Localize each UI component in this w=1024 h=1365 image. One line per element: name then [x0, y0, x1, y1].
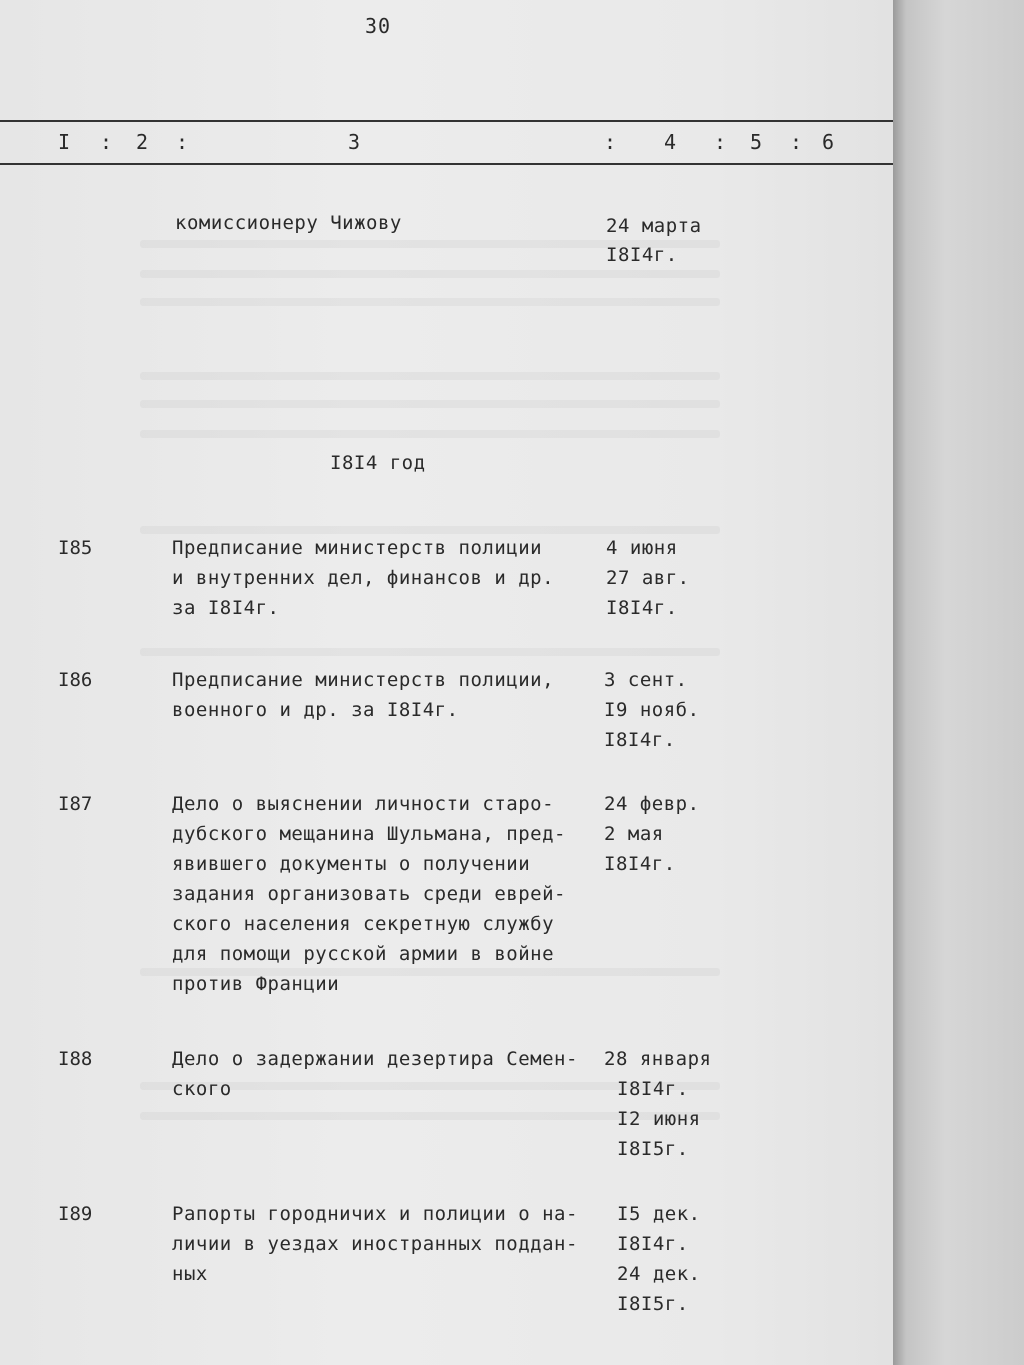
column-header-6: 6	[822, 130, 835, 154]
bleed-through-line	[140, 648, 720, 656]
entry-title-line: ных	[172, 1263, 208, 1285]
entry-date-line: I9 нояб.	[604, 699, 700, 721]
bleed-through-line	[140, 400, 720, 408]
entry-number: I87	[58, 793, 93, 815]
entry-number: I88	[58, 1048, 93, 1070]
column-header-2: 2	[136, 130, 149, 154]
column-header-4: 4	[664, 130, 677, 154]
bleed-through-line	[140, 298, 720, 306]
bleed-through-line	[140, 526, 720, 534]
year-heading: I8I4 год	[330, 452, 426, 474]
entry-title-line: ского	[172, 1078, 232, 1100]
page-number: 30	[365, 14, 392, 38]
entry-number: I85	[58, 537, 93, 559]
entry-title-line: против Франции	[172, 973, 340, 995]
column-separator: :	[790, 130, 803, 154]
entry-title-line: за I8I4г.	[172, 597, 280, 619]
entry-date-line: I8I4г.	[604, 853, 676, 875]
column-separator: :	[176, 130, 189, 154]
entry-date-line: 2 мая	[604, 823, 664, 845]
entry-title-line: личии в уездах иностранных поддан-	[172, 1233, 578, 1255]
column-header-1: I	[58, 130, 71, 154]
column-header-3: 3	[348, 130, 361, 154]
header-rule-top	[0, 120, 893, 122]
entry-date-line: 3 сент.	[604, 669, 688, 691]
entry-date-line: I8I5г.	[617, 1293, 689, 1315]
entry-title-line: Дело о выяснении личности старо-	[172, 793, 555, 815]
column-separator: :	[100, 130, 113, 154]
underlying-page-edge	[893, 0, 1024, 1365]
entry-date-line: 4 июня	[606, 537, 678, 559]
column-separator: :	[604, 130, 617, 154]
bleed-through-line	[140, 372, 720, 380]
entry-title-line: ского населения секретную службу	[172, 913, 555, 935]
entry-title-line: Предписание министерств полиции,	[172, 669, 555, 691]
entry-date-line: I8I4г.	[617, 1078, 689, 1100]
entry-date-line: 24 февр.	[604, 793, 700, 815]
entry-title-line: военного и др. за I8I4г.	[172, 699, 459, 721]
entry-title-line: задания организовать среди еврей-	[172, 883, 566, 905]
entry-date-line: I8I4г.	[617, 1233, 689, 1255]
entry-date-line: I8I4г.	[604, 729, 676, 751]
entry-title-line: Рапорты городничих и полиции о на-	[172, 1203, 578, 1225]
entry-date-line: I8I4г.	[606, 597, 678, 619]
entry-number: I89	[58, 1203, 93, 1225]
entry-title-line: Предписание министерств полиции	[172, 537, 543, 559]
entry-title-line: дубского мещанина Шульмана, пред-	[172, 823, 566, 845]
entry-title-line: Дело о задержании дезертира Семен-	[172, 1048, 578, 1070]
entry-date-line: I2 июня	[617, 1108, 701, 1130]
entry-title-line: и внутренних дел, финансов и др.	[172, 567, 555, 589]
bleed-through-line	[140, 430, 720, 438]
continuation-date-line: I8I4г.	[606, 244, 678, 266]
header-rule-bottom	[0, 163, 893, 165]
bleed-through-line	[140, 270, 720, 278]
entry-date-line: I8I5г.	[617, 1138, 689, 1160]
continuation-title-line: комиссионеру Чижову	[175, 212, 402, 234]
entry-title-line: для помощи русской армии в войне	[172, 943, 555, 965]
column-header-5: 5	[750, 130, 763, 154]
entry-number: I86	[58, 669, 93, 691]
entry-title-line: явившего документы о получении	[172, 853, 531, 875]
entry-date-line: 28 января	[604, 1048, 712, 1070]
column-separator: :	[714, 130, 727, 154]
entry-date-line: I5 дек.	[617, 1203, 701, 1225]
entry-date-line: 24 дек.	[617, 1263, 701, 1285]
entry-date-line: 27 авг.	[606, 567, 690, 589]
continuation-date-line: 24 марта	[606, 215, 702, 237]
